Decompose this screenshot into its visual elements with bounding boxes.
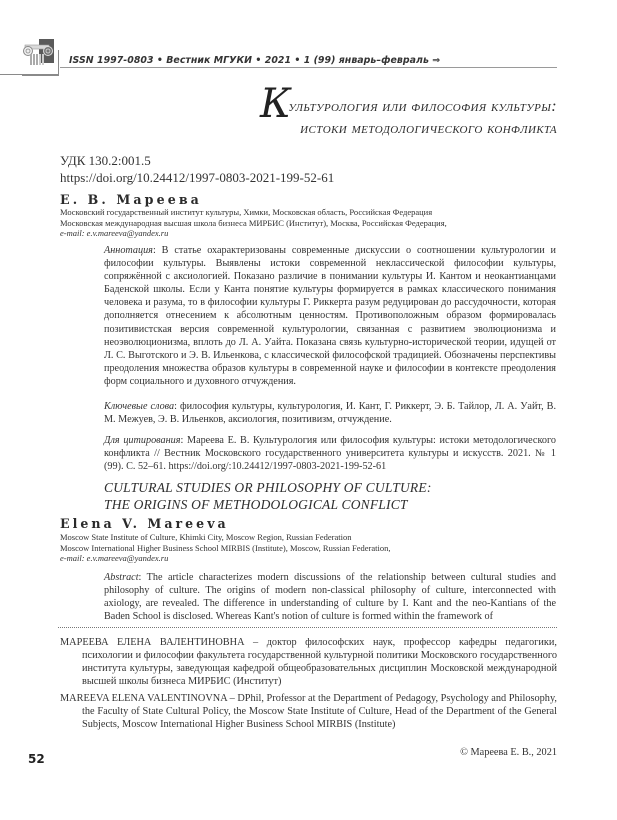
bio-en-text: MAREEVA ELENA VALENTINOVNA – DPhil, Professor at the Department of Pedagogy, Psychology and Philosophy, the Faculty of State Cultural Policy, the Moscow State Institute of Culture, Head of the Department of the General Subjects, Moscow International Higher Business School MIRBIS (Institute)	[60, 693, 557, 731]
page-number: 52	[28, 752, 45, 766]
header-rule	[60, 67, 557, 68]
email-label: e-mail:	[60, 228, 85, 238]
email-en-line	[60, 553, 168, 563]
title-en-line-2: THE ORIGINS OF METHODOLOGICAL CONFLICT	[104, 496, 408, 512]
doi-link[interactable]: https://doi.org/10.24412/1997-0803-2021-199-52-61	[60, 170, 335, 185]
title-dropcap: К	[260, 81, 292, 127]
title-ru-line-1-text: ультурология или философия культуры:	[288, 97, 557, 115]
author-bio-en	[60, 692, 557, 731]
affiliation-ru-1: Московский государственный институт культуры, Химки, Московская область, Российская Федерация	[60, 207, 433, 217]
abstract-text: : The article characterizes modern discussions of the relationship between cultural studies and philosophy of culture. The origins of modern non-classical philosophy of culture, interconnected with axiology, are revealed. The difference in understanding of culture by I. Kant and the neo-Kantians of the Baden School is disclosed. Whereas Kant's notion of culture is formed within the framework of	[104, 572, 556, 623]
title-ru-line-1	[260, 81, 557, 127]
logo-frame	[22, 50, 59, 76]
logo-baseline-rule	[0, 74, 58, 75]
affiliation-ru-2: Московская международная высшая школа бизнеса МИРБИС (Институт), Москва, Российская Федерация,	[60, 217, 447, 228]
email-ru-line	[60, 228, 168, 238]
title-ru-line-2: истоки методологического конфликта	[300, 119, 557, 137]
author-bio-ru	[60, 636, 557, 688]
citation-label: Для цитирования	[104, 435, 181, 446]
footnote-separator	[58, 627, 557, 628]
keywords-text: : философия культуры, культурология, И. Кант, Г. Риккерт, Э. Б. Тайлор, Л. А. Уайт, В. М. Межуев, Э. В. Ильенков, аксиология, позитивизм, отчуждение.	[104, 401, 556, 426]
title-en-line-1: CULTURAL STUDIES OR PHILOSOPHY OF CULTURE:	[104, 480, 432, 495]
author-name-ru: Е. В. Мареева	[60, 192, 202, 207]
bio-ru-text: МАРЕЕВА ЕЛЕНА ВАЛЕНТИНОВНА – доктор философских наук, профессор кафедры педагогики, психологии и философии факультета государственной культурной политики Московского государственного института культуры, заведующая кафедрой общеобразовательных дисциплин Московской международной высшей школы бизнеса МИРБИС (Институт)	[60, 637, 557, 688]
citation-text: : Мареева Е. В. Культурология или философия культуры: истоки методологического конфликта // Вестник Московского государственного университета культуры и искусств. 2021. № 1 (99). С. 52–61. https://doi.org/:10.24412/1997-0803-2021-199-52-61	[104, 435, 556, 473]
article-title-en	[104, 480, 432, 514]
email-label-en: e-mail:	[60, 553, 85, 563]
copyright-notice: © Мареева Е. В., 2021	[460, 747, 557, 758]
citation-ru	[104, 434, 556, 473]
annotation-label: Аннотация	[104, 245, 153, 256]
article-title-ru	[260, 81, 557, 138]
running-head: ISSN 1997-0803 • Вестник МГУКИ • 2021 • 1 (99) январь–февраль ⇒	[69, 55, 441, 66]
abstract-label: Abstract	[104, 572, 139, 583]
affiliation-en-1: Moscow State Institute of Culture, Khimki City, Moscow Region, Russian Federation	[60, 532, 352, 542]
email-link[interactable]: e.v.mareeva@yandex.ru	[86, 228, 169, 238]
affiliation-en-2: Moscow International Higher Business School MIRBIS (Institute), Moscow, Russian Federation,	[60, 542, 391, 553]
keywords-ru	[104, 400, 556, 426]
annotation-ru	[104, 244, 556, 388]
udc-code: УДК 130.2:001.5	[60, 153, 151, 168]
keywords-label: Ключевые слова	[104, 401, 175, 412]
annotation-text: : В статье охарактеризованы современные дискуссии о соотношении культурологии и философии культуры. Выявлены истоки современной неклассической философии культуры, сопряжённой с аксиологией. Показано различие в понимании культуры И. Кантом и неокантианцами Баденской школы. Если у Канта понятие культуры формируется в рамках классического понимания человека и разума, то в философии культуры Г. Риккерта разум редуцирован до рассудочности, которая дополняется отнесением к абсолютным ценностям. Противоположным образом формировалась позитивистская версия современной культурологии, связанная с развитием эволюционизма и неоэволюционизма, вплоть до Л. А. Уайта. Показана связь культурно-исторической теории, идущей от Л. С. Выготского и Э. В. Ильенкова, с классической философской традицией. Обозначены перспективы преодоления множества образов культуры в современной науке и философии в контексте преодоления форм социального и духовного отчуждения.	[104, 245, 556, 387]
author-name-en: Elena V. Mareeva	[60, 516, 229, 531]
email-link-en[interactable]: e.v.mareeva@yandex.ru	[86, 553, 169, 563]
abstract-en	[104, 571, 556, 623]
